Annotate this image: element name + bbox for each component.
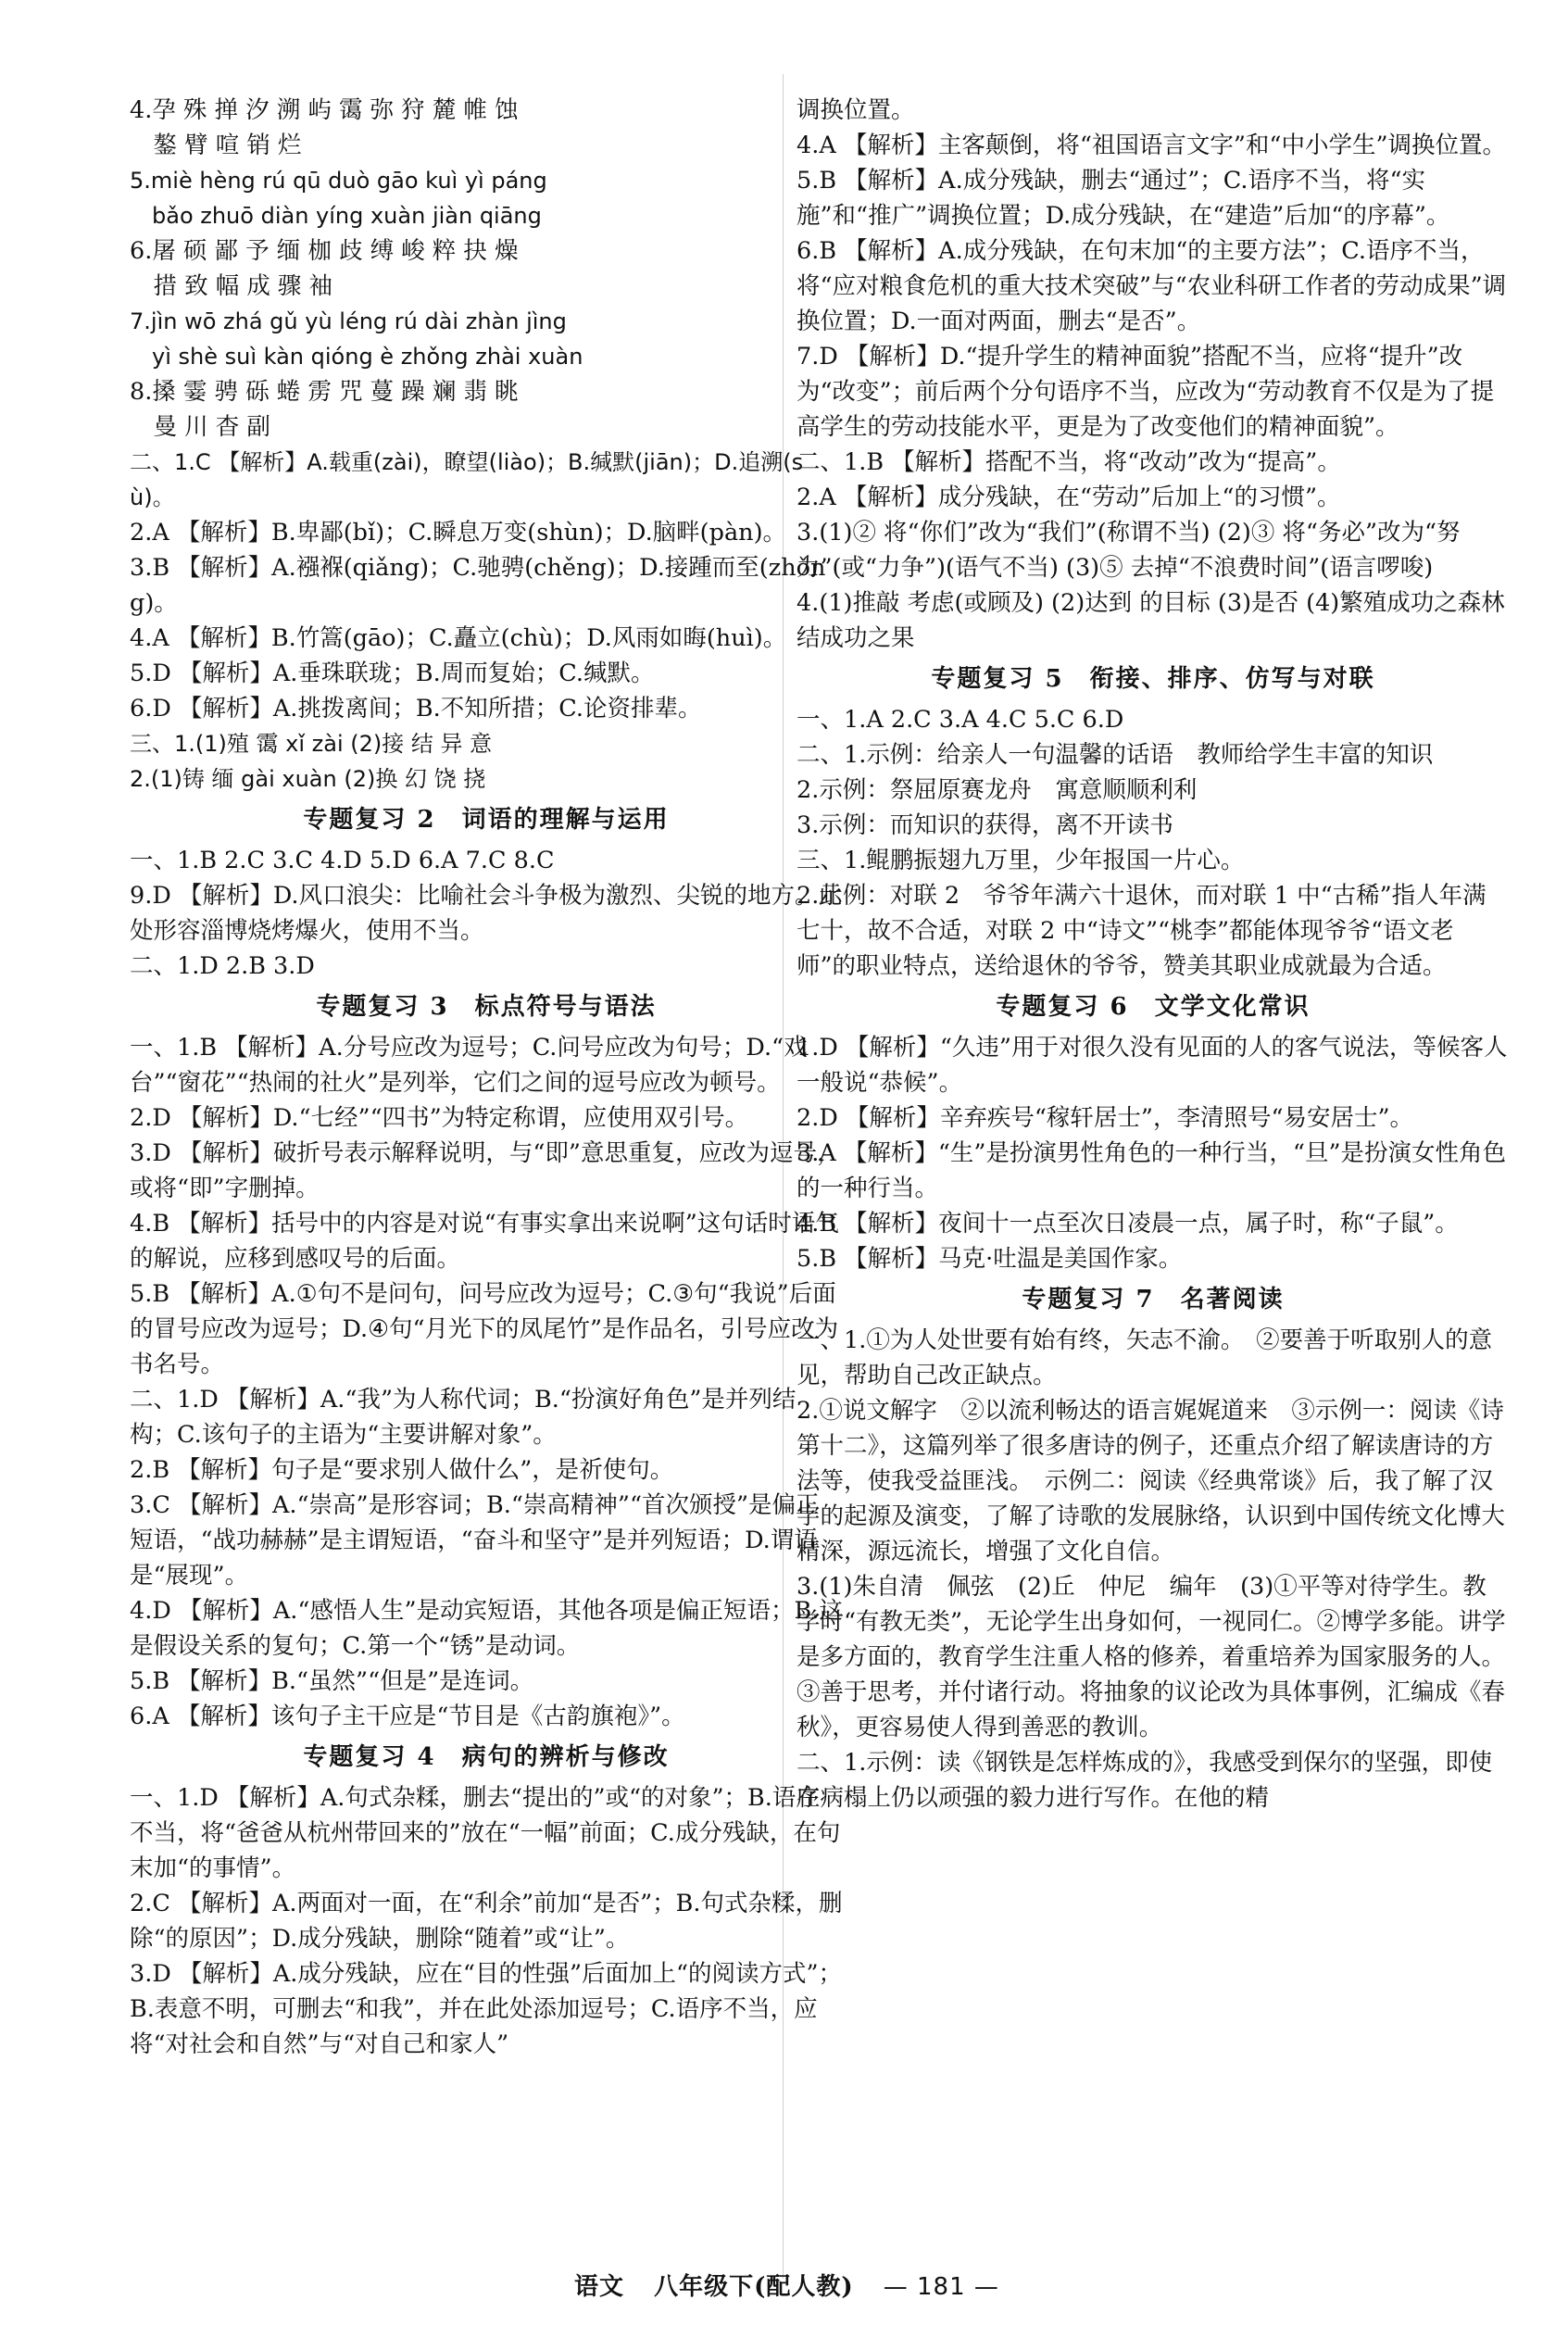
section-heading: 专题复习 2 词语的理解与运用 xyxy=(303,806,670,834)
answer-line: 6.屠 硕 鄙 予 缅 枷 歧 缚 峻 粹 抉 燥 xyxy=(130,237,519,265)
answer-line: 曼 川 杳 副 xyxy=(130,413,270,441)
answer-line: 2.示例：对联 2 爷爷年满六十退休，而对联 1 中“古稀”指人年满七十，故不合适，对联 2 中“诗文”“桃李”都能体现爷爷“语文老师”的职业特点，送给退休的爷爷，赞美其职业成就最为合适。 xyxy=(797,882,1486,980)
answer-line: 3.(1)② 将“你们”改为“我们”(称谓不当) (2)③ 将“务必”改为“努力”(或“力争”)(语气不当) (3)⑤ 去掉“不浪费时间”(语言啰唆) xyxy=(797,519,1461,582)
answer-line: 二、1.示例：读《钢铁是怎样炼成的》，我感受到保尔的坚强，即使在病榻上仍以顽强的毅力进行写作。在他的精 xyxy=(797,1749,1493,1812)
answer-line: 7.jìn wō zhá gǔ yù léng rú dài zhàn jìng xyxy=(130,308,567,334)
answer-line: 2.①说文解字 ②以流利畅达的语言娓娓道来 ③示例一：阅读《诗第十二》，这篇列举了很多唐诗的例子，还重点介绍了解读唐诗的方法等，使我受益匪浅。 示例二：阅读《经典常谈》后，我了解了汉字的起源及演变，了解了诗歌的发展脉络，认识到中国传统文化博大精深，源远流长，增强了文化自信。 xyxy=(797,1397,1506,1565)
answer-line: 2.(1)铸 缅 gài xuàn (2)换 幻 饶 挠 xyxy=(130,766,486,792)
answer-line: 5.D 【解析】A.垂珠联珑；B.周而复始；C.缄默。 xyxy=(130,660,655,687)
answer-line: yì shè suì kàn qióng è zhǒng zhài xuàn xyxy=(130,344,583,370)
answer-line: 6.A 【解析】该句子主干应是“节目是《古韵旗袍》”。 xyxy=(130,1703,685,1730)
left-column xyxy=(130,93,843,2062)
answer-line: 4.A 【解析】B.竹篙(gāo)；C.矗立(chù)；D.风雨如晦(huì)。 xyxy=(130,624,787,652)
answer-line: bǎo zhuō diàn yíng xuàn jiàn qiāng xyxy=(130,203,542,229)
section-heading: 专题复习 4 病句的辨析与修改 xyxy=(303,1743,670,1771)
answer-line: 一、1.D 【解析】A.句式杂糅，删去“提出的”或“的对象”；B.语序不当，将“爸爸从杭州带回来的”放在“一幅”前面；C.成分残缺，在句末加“的事情”。 xyxy=(130,1784,841,1882)
answer-line: 8.搡 霎 骋 砾 蜷 雳 咒 蔓 躁 斓 翡 眺 xyxy=(130,378,519,406)
answer-line: 2.A 【解析】成分残缺，在“劳动”后加上“的习惯”。 xyxy=(797,484,1341,511)
answer-line: 1.D 【解析】“久违”用于对很久没有见面的人的客气说法，等候客人一般说“恭候”。 xyxy=(797,1034,1508,1097)
answer-line: 2.D 【解析】D.“七经”“四书”为特定称谓，应使用双引号。 xyxy=(130,1104,749,1132)
page-number: — 181 — xyxy=(883,2273,999,2301)
answer-line: 5.B 【解析】A.①句不是问句，问号应改为逗号；C.③句“我说”后面的冒号应改为逗号；D.④句“月光下的凤尾竹”是作品名，引号应改为书名号。 xyxy=(130,1280,839,1378)
answer-line: 三、1.鲲鹏振翅九万里，少年报国一片心。 xyxy=(797,847,1245,874)
answer-line: 7.D 【解析】D.“提升学生的精神面貌”搭配不当，应将“提升”改为“改变”；前后两个分句语序不当，应改为“劳动教育不仅是为了提高学生的劳动技能水平，更是为了改变他们的精神面貌”。 xyxy=(797,343,1495,441)
answer-line: 3.(1)朱自清 佩弦 (2)丘 仲尼 编年 (3)①平等对待学生。教学时“有教无类”，无论学生出身如何，一视同仁。②博学多能。讲学是多方面的，教育学生注重人格的修养，着重培养为国家服务的人。③善于思考，并付诸行动。将抽象的议论改为具体事例，汇编成《春秋》，更容易使人得到善恶的教训。 xyxy=(797,1573,1506,1741)
answer-line: 5.miè hèng rú qū duò gāo kuì yì páng xyxy=(130,168,547,194)
answer-line: 9.D 【解析】D.风口浪尖：比喻社会斗争极为激烈、尖锐的地方。此处形容淄博烧烤爆火，使用不当。 xyxy=(130,882,843,945)
answer-line: 4.B 【解析】夜间十一点至次日凌晨一点，属子时，称“子鼠”。 xyxy=(797,1210,1459,1238)
answer-line: 3.A 【解析】“生”是扮演男性角色的一种行当，“旦”是扮演女性角色的一种行当。 xyxy=(797,1139,1506,1202)
section-heading: 专题复习 3 标点符号与语法 xyxy=(316,993,657,1021)
section-heading: 专题复习 6 文学文化常识 xyxy=(996,993,1311,1021)
answer-line: 6.D 【解析】A.挑拨离间；B.不知所措；C.论资排辈。 xyxy=(130,695,702,723)
answer-line: 3.示例：而知识的获得，离不开读书 xyxy=(797,811,1173,839)
answer-line: 3.D 【解析】破折号表示解释说明，与“即”意思重复，应改为逗号，或将“即”字删掉。 xyxy=(130,1139,841,1202)
answer-line: 5.B 【解析】A.成分残缺，删去“通过”；C.语序不当，将“实施”和“推广”调换位置；D.成分残缺，在“建造”后加“的序幕”。 xyxy=(797,167,1450,230)
answer-line: 二、1.B 【解析】搭配不当，将“改动”改为“提高”。 xyxy=(797,448,1341,476)
answer-line: 2.D 【解析】辛弃疾号“稼轩居士”，李清照号“易安居士”。 xyxy=(797,1104,1414,1132)
answer-line: 调换位置。 xyxy=(797,96,915,124)
answer-line: 4.B 【解析】括号中的内容是对说“有事实拿出来说啊”这句话时语气的解说，应移到感叹号的后面。 xyxy=(130,1210,839,1273)
answer-line: 2.A 【解析】B.卑鄙(bǐ)；C.瞬息万变(shùn)；D.脑畔(pàn)。 xyxy=(130,519,787,547)
answer-line: 6.B 【解析】A.成分残缺，在句末加“的主要方法”；C.语序不当，将“应对粮食危机的重大技术突破”与“农业科研工作者的劳动成果”调换位置；D.一面对两面，删去“是否”。 xyxy=(797,237,1507,335)
answer-line: 三、1.(1)殖 霭 xǐ zài (2)接 结 异 意 xyxy=(130,731,493,757)
footer-grade: 八年级下(配人教) xyxy=(654,2273,854,2301)
answer-line: 措 致 幅 成 骤 袖 xyxy=(130,272,333,300)
answer-line: 二、1.D 2.B 3.D xyxy=(130,952,315,980)
answer-line: 4.A 【解析】主客颠倒，将“祖国语言文字”和“中小学生”调换位置。 xyxy=(797,132,1506,159)
answer-line: 二、1.示例：给亲人一句温馨的话语 教师给学生丰富的知识 xyxy=(797,741,1434,769)
answer-line: 5.B 【解析】马克·吐温是美国作家。 xyxy=(797,1245,1183,1273)
section-heading: 专题复习 5 衔接、排序、仿写与对联 xyxy=(931,665,1375,693)
page-footer xyxy=(574,2268,1020,2302)
answer-line: 2.示例：祭屈原赛龙舟 寓意顺顺利利 xyxy=(797,776,1198,804)
answer-line: 3.D 【解析】A.成分残缺，应在“目的性强”后面加上“的阅读方式”；B.表意不明，可删去“和我”，并在此处添加逗号；C.语序不当，应将“对社会和自然”与“对自己和家人” xyxy=(130,1960,843,2058)
answer-line: 鏊 臂 喧 销 烂 xyxy=(130,132,302,159)
answer-line: 一、1.①为人处世要有始有终，矢志不渝。 ②要善于听取别人的意见，帮助自己改正缺点。 xyxy=(797,1326,1493,1389)
answer-line: 3.B 【解析】A.襁褓(qiǎng)；C.驰骋(chěng)；D.接踵而至(zhǒng)。 xyxy=(130,554,826,617)
answer-line: 2.B 【解析】句子是“要求别人做什么”，是祈使句。 xyxy=(130,1456,674,1484)
answer-line: 二、1.D 【解析】A.“我”为人称代词；B.“扮演好角色”是并列结构；C.该句子的主语为“主要讲解对象”。 xyxy=(130,1386,797,1449)
answer-line: 一、1.B 【解析】A.分号应改为逗号；C.问号应改为句号；D.“戏台”“窗花”“热闹的社火”是列举，它们之间的逗号应改为顿号。 xyxy=(130,1034,808,1097)
answer-line: 一、1.B 2.C 3.C 4.D 5.D 6.A 7.C 8.C xyxy=(130,847,555,874)
answer-line: 2.C 【解析】A.两面对一面，在“利余”前加“是否”；B.句式杂糅，删除“的原因”；D.成分残缺，删除“随着”或“让”。 xyxy=(130,1890,843,1953)
answer-line: 一、1.A 2.C 3.A 4.C 5.C 6.D xyxy=(797,706,1124,734)
answer-line: 3.C 【解析】A.“崇高”是形容词；B.“崇高精神”“首次颁授”是偏正短语，“战功赫赫”是主谓短语，“奋斗和坚守”是并列短语；D.谓语是“展现”。 xyxy=(130,1491,820,1590)
footer-subject: 语文 xyxy=(574,2273,625,2301)
answer-line: 5.B 【解析】B.“虽然”“但是”是连词。 xyxy=(130,1667,534,1695)
answer-line: 二、1.C 【解析】A.载重(zài)，瞭望(liào)；B.缄默(jiān)；D.追溯(sù)。 xyxy=(130,449,804,510)
answer-line: 4.(1)推敲 考虑(或顾及) (2)达到 的目标 (3)是否 (4)繁殖成功之森林 结成功之果 xyxy=(797,589,1505,652)
right-column xyxy=(797,93,1510,1816)
answer-line: 4.孕 殊 掸 汐 溯 屿 霭 弥 狩 麓 帷 蚀 xyxy=(130,96,519,124)
section-heading: 专题复习 7 名著阅读 xyxy=(1022,1286,1285,1313)
answer-line: 4.D 【解析】A.“感悟人生”是动宾短语，其他各项是偏正短语；B.这是假设关系的复句；C.第一个“锈”是动词。 xyxy=(130,1597,843,1660)
